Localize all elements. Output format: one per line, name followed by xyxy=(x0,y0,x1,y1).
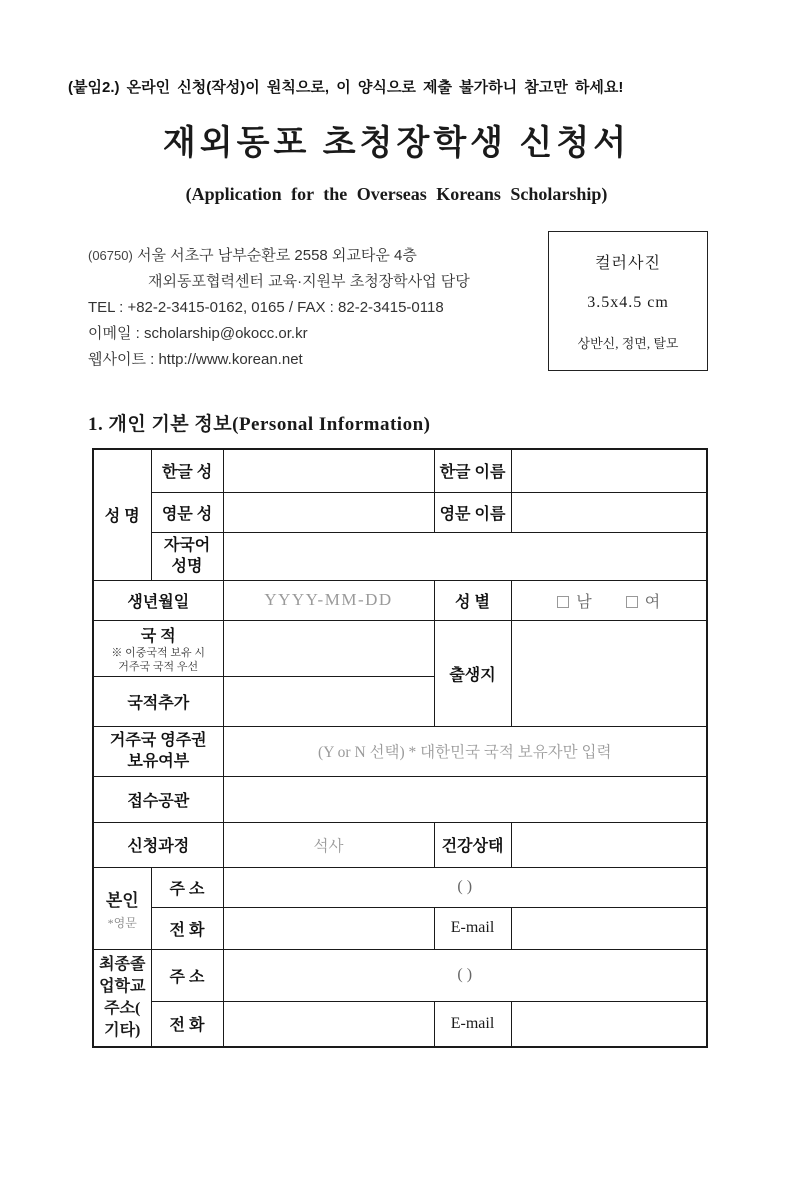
input-self-phone[interactable] xyxy=(223,907,434,949)
contact-website: 웹사이트 : http://www.korean.net xyxy=(88,351,303,368)
label-nationality-text: 국 적 xyxy=(140,627,176,645)
label-birth-date: 생년월일 xyxy=(93,580,223,620)
label-native-name-line2: 성명 xyxy=(171,558,203,575)
photo-box-type: 컬러사진 xyxy=(595,255,661,273)
label-pr-line2: 보유여부 xyxy=(127,753,190,770)
table-row xyxy=(93,822,707,867)
label-self: 본인 xyxy=(105,890,139,910)
label-pr-line1: 거주국 영주권 xyxy=(109,732,207,749)
input-permanent-residency[interactable] xyxy=(223,726,707,776)
label-nationality-extra: 국적추가 xyxy=(93,676,223,726)
nationality-note-line2: 거주국 국적 우선 xyxy=(118,660,199,673)
table-row xyxy=(93,492,707,532)
label-permanent-residency xyxy=(93,726,223,776)
postal-code: (06750) xyxy=(88,248,133,263)
label-self-note: *영문 xyxy=(107,915,137,930)
pr-placeholder: (Y or N 선택) * 대한민국 국적 보유자만 입력 xyxy=(318,744,612,761)
label-english-last-name: 영문 성 xyxy=(151,492,223,532)
top-note: (붙임2.) 온라인 신청(작성)이 원칙으로, 이 양식으로 제출 불가하니 참고만 하세요! xyxy=(68,79,624,96)
label-self-group xyxy=(93,867,151,949)
input-nationality[interactable] xyxy=(223,620,434,676)
label-health-status: 건강상태 xyxy=(434,822,511,867)
table-row xyxy=(93,726,707,776)
table-row xyxy=(93,580,707,620)
gender-checkbox-group xyxy=(511,580,707,620)
input-self-address[interactable]: ( ) xyxy=(223,867,707,907)
contact-block xyxy=(88,231,470,373)
nationality-note-line1: ※ 이중국적 보유 시 xyxy=(111,646,206,659)
label-school-line1: 최종졸 xyxy=(99,955,146,973)
label-native-name-line1: 자국어 xyxy=(163,537,211,554)
label-school-phone: 전 화 xyxy=(151,1001,223,1047)
label-nationality xyxy=(93,620,223,676)
input-application-course[interactable] xyxy=(223,822,434,867)
input-school-phone[interactable] xyxy=(223,1001,434,1047)
contact-tel-fax: TEL : +82-2-3415-0162, 0165 / FAX : 82-2-3415-0118 xyxy=(88,299,444,316)
table-row xyxy=(93,620,707,676)
address-text: 서울 서초구 남부순환로 2558 외교타운 4층 xyxy=(136,247,417,264)
input-english-last-name[interactable] xyxy=(223,492,434,532)
header-info-row xyxy=(88,231,708,373)
label-school-line4: 기타) xyxy=(104,1021,141,1039)
label-female: 여 xyxy=(644,593,661,611)
photo-placeholder-box xyxy=(548,231,708,371)
checkbox-female[interactable] xyxy=(626,596,638,608)
label-school-line3: 주소( xyxy=(104,999,141,1017)
label-school-line2: 업학교 xyxy=(99,977,146,995)
label-hangul-first-name: 한글 이름 xyxy=(434,449,511,492)
personal-info-table xyxy=(92,448,708,1048)
label-male: 남 xyxy=(576,593,592,611)
input-english-first-name[interactable] xyxy=(511,492,707,532)
label-self-phone: 전 화 xyxy=(151,907,223,949)
label-native-name xyxy=(151,532,223,580)
label-birth-place: 출생지 xyxy=(434,620,511,726)
input-nationality-extra[interactable] xyxy=(223,676,434,726)
checkbox-male[interactable] xyxy=(557,596,569,608)
label-name-group: 성 명 xyxy=(93,449,151,580)
label-english-first-name: 영문 이름 xyxy=(434,492,511,532)
label-school-email: E-mail xyxy=(434,1001,511,1047)
section1-heading: 1. 개인 기본 정보(Personal Information) xyxy=(88,414,431,435)
input-birth-place[interactable] xyxy=(511,620,707,726)
label-hangul-last-name: 한글 성 xyxy=(151,449,223,492)
label-last-school-group xyxy=(93,949,151,1047)
label-gender: 성 별 xyxy=(434,580,511,620)
input-consulate[interactable] xyxy=(223,776,707,822)
page-title: 재외동포 초청장학생 신청서 xyxy=(162,125,631,162)
input-school-address[interactable]: ( ) xyxy=(223,949,707,1001)
table-row xyxy=(93,907,707,949)
page-subtitle: (Application for the Overseas Koreans Scholarship) xyxy=(185,184,608,204)
input-native-name[interactable] xyxy=(223,532,707,580)
label-school-address: 주 소 xyxy=(151,949,223,1001)
input-hangul-first-name[interactable] xyxy=(511,449,707,492)
photo-box-spec: 상반신, 정면, 탈모 xyxy=(577,335,679,351)
contact-email: 이메일 : scholarship@okocc.or.kr xyxy=(88,325,308,342)
input-birth-date[interactable] xyxy=(223,580,434,620)
birth-date-placeholder: YYYY-MM-DD xyxy=(264,590,393,609)
photo-box-size: 3.5x4.5 cm xyxy=(587,293,669,311)
table-row xyxy=(93,867,707,907)
contact-address-line1 xyxy=(88,243,470,269)
label-self-address: 주 소 xyxy=(151,867,223,907)
table-row xyxy=(93,949,707,1001)
input-school-email[interactable] xyxy=(511,1001,707,1047)
table-row xyxy=(93,449,707,492)
input-self-email[interactable] xyxy=(511,907,707,949)
label-self-email: E-mail xyxy=(434,907,511,949)
table-row xyxy=(93,776,707,822)
label-consulate: 접수공관 xyxy=(93,776,223,822)
input-health-status[interactable] xyxy=(511,822,707,867)
course-placeholder: 석사 xyxy=(313,837,344,855)
table-row xyxy=(93,532,707,580)
input-hangul-last-name[interactable] xyxy=(223,449,434,492)
contact-address-line2: 재외동포협력센터 교육·지원부 초청장학사업 담당 xyxy=(148,273,470,290)
table-row xyxy=(93,1001,707,1047)
label-application-course: 신청과정 xyxy=(93,822,223,867)
